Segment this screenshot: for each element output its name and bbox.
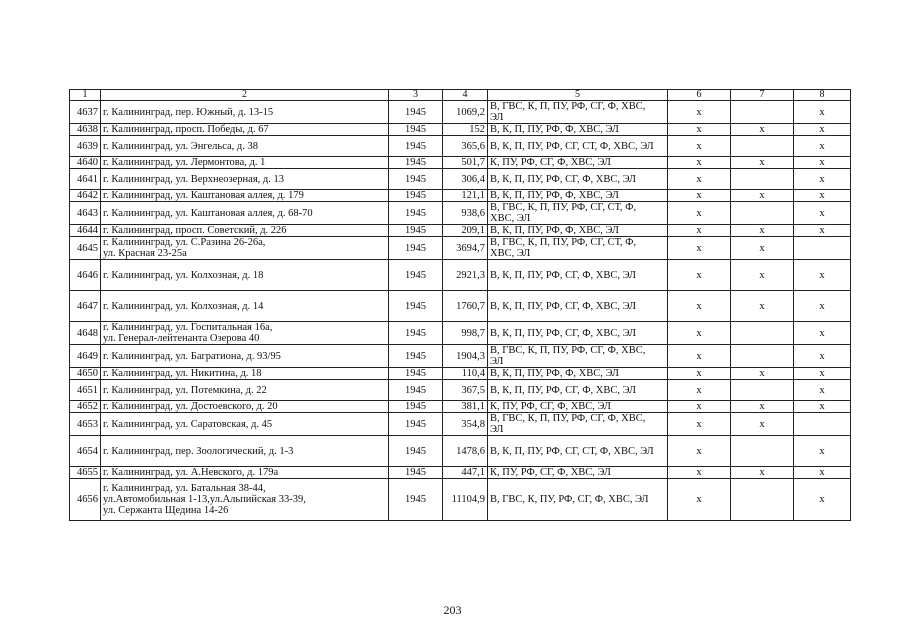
mark-col8: x xyxy=(794,260,851,291)
header-cell: 4 xyxy=(443,90,488,101)
works-cell xyxy=(488,190,668,202)
address-cell-line: ул.Автомобильная 1-13,ул.Альпийская 33-39, xyxy=(103,494,306,505)
works-cell xyxy=(488,345,668,368)
mark-col6: x xyxy=(668,322,731,345)
address-cell xyxy=(101,345,389,368)
year-cell: 1945 xyxy=(389,436,443,467)
header-cell: 8 xyxy=(794,90,851,101)
works-cell-line: В, К, П, ПУ, РФ, СГ, Ф, ХВС, ЭЛ xyxy=(490,300,637,312)
works-cell xyxy=(488,436,668,467)
address-cell-line: г. Калининград, ул. Потемкина, д. 22 xyxy=(103,384,267,396)
address-cell-line: г. Калининград, пер. Зоологический, д. 1-3 xyxy=(103,445,294,457)
year-cell: 1945 xyxy=(389,157,443,169)
table-row xyxy=(70,479,851,521)
table-row xyxy=(70,380,851,401)
header-cell: 3 xyxy=(389,90,443,101)
row-number: 4649 xyxy=(70,345,101,368)
year-cell: 1945 xyxy=(389,101,443,124)
works-cell-line: В, ГВС, К, П, ПУ, РФ, СГ, Ф, ХВС, xyxy=(490,413,646,424)
works-cell-line: В, ГВС, К, П, ПУ, РФ, СГ, СТ, Ф, xyxy=(490,202,637,213)
mark-col8: x xyxy=(794,479,851,521)
row-number: 4654 xyxy=(70,436,101,467)
works-cell-line: К, ПУ, РФ, СГ, Ф, ХВС, ЭЛ xyxy=(490,157,611,168)
mark-col8 xyxy=(794,237,851,260)
address-cell-line: г. Калининград, ул. Батальная 38-44, xyxy=(103,483,266,494)
area-cell: 3694,7 xyxy=(443,237,488,260)
address-cell-line: г. Калининград, ул. Багратиона, д. 93/95 xyxy=(103,350,281,362)
header-cell: 1 xyxy=(70,90,101,101)
year-cell: 1945 xyxy=(389,368,443,380)
works-cell xyxy=(488,101,668,124)
area-cell: 209,1 xyxy=(443,225,488,237)
mark-col7: x xyxy=(731,225,794,237)
address-cell xyxy=(101,368,389,380)
year-cell: 1945 xyxy=(389,322,443,345)
mark-col6: x xyxy=(668,368,731,380)
address-cell-line: г. Калининград, ул. А.Невского, д. 179а xyxy=(103,467,279,478)
mark-col7 xyxy=(731,345,794,368)
table-row xyxy=(70,401,851,413)
mark-col7 xyxy=(731,322,794,345)
works-cell xyxy=(488,413,668,436)
row-number: 4641 xyxy=(70,169,101,190)
mark-col7 xyxy=(731,101,794,124)
address-cell-line: г. Калининград, ул. Никитина, д. 18 xyxy=(103,368,262,379)
address-cell xyxy=(101,467,389,479)
address-cell-line: г. Калининград, ул. Достоевского, д. 20 xyxy=(103,401,278,412)
mark-col6: x xyxy=(668,436,731,467)
mark-col7: x xyxy=(731,413,794,436)
area-cell: 1760,7 xyxy=(443,291,488,322)
register-table xyxy=(69,89,851,521)
address-cell xyxy=(101,225,389,237)
year-cell: 1945 xyxy=(389,202,443,225)
mark-col7: x xyxy=(731,157,794,169)
table-row xyxy=(70,237,851,260)
address-cell-line: г. Калининград, ул. Колхозная, д. 14 xyxy=(103,300,264,312)
mark-col6: x xyxy=(668,124,731,136)
works-cell xyxy=(488,225,668,237)
works-cell-line: В, ГВС, К, ПУ, РФ, СГ, Ф, ХВС, ЭЛ xyxy=(490,494,649,505)
works-cell xyxy=(488,157,668,169)
address-cell xyxy=(101,124,389,136)
mark-col8: x xyxy=(794,101,851,124)
address-cell xyxy=(101,413,389,436)
area-cell: 447,1 xyxy=(443,467,488,479)
table-row xyxy=(70,169,851,190)
address-cell-line: г. Калининград, ул. Колхозная, д. 18 xyxy=(103,269,264,281)
works-cell-line: ЭЛ xyxy=(490,424,504,435)
works-cell xyxy=(488,136,668,157)
address-cell-line: г. Калининград, ул. Госпитальная 16а, xyxy=(103,322,273,333)
table-row xyxy=(70,260,851,291)
mark-col7: x xyxy=(731,237,794,260)
area-cell: 11104,9 xyxy=(443,479,488,521)
mark-col6: x xyxy=(668,225,731,237)
works-cell xyxy=(488,380,668,401)
row-number: 4651 xyxy=(70,380,101,401)
area-cell: 152 xyxy=(443,124,488,136)
works-cell-line: ХВС, ЭЛ xyxy=(490,213,531,224)
header-cell: 7 xyxy=(731,90,794,101)
address-cell xyxy=(101,260,389,291)
year-cell: 1945 xyxy=(389,260,443,291)
header-row xyxy=(70,90,851,101)
address-cell xyxy=(101,401,389,413)
works-cell-line: В, ГВС, К, П, ПУ, РФ, СГ, Ф, ХВС, xyxy=(490,101,646,112)
address-cell-line: г. Калининград, ул. Лермонтова, д. 1 xyxy=(103,157,266,168)
row-number: 4653 xyxy=(70,413,101,436)
area-cell: 1478,6 xyxy=(443,436,488,467)
year-cell: 1945 xyxy=(389,479,443,521)
year-cell: 1945 xyxy=(389,225,443,237)
area-cell: 998,7 xyxy=(443,322,488,345)
works-cell xyxy=(488,479,668,521)
row-number: 4643 xyxy=(70,202,101,225)
address-cell xyxy=(101,169,389,190)
address-cell-line: г. Калининград, просп. Советский, д. 226 xyxy=(103,225,287,236)
table-row xyxy=(70,136,851,157)
row-number: 4644 xyxy=(70,225,101,237)
mark-col8: x xyxy=(794,202,851,225)
mark-col8: x xyxy=(794,291,851,322)
mark-col8: x xyxy=(794,368,851,380)
works-cell-line: ЭЛ xyxy=(490,356,504,367)
area-cell: 501,7 xyxy=(443,157,488,169)
address-cell xyxy=(101,322,389,345)
table-row xyxy=(70,190,851,202)
year-cell: 1945 xyxy=(389,413,443,436)
mark-col6: x xyxy=(668,479,731,521)
table-row xyxy=(70,124,851,136)
works-cell-line: В, К, П, ПУ, РФ, СГ, Ф, ХВС, ЭЛ xyxy=(490,269,637,281)
area-cell: 306,4 xyxy=(443,169,488,190)
page-number: 203 xyxy=(443,603,462,617)
works-cell-line: В, К, П, ПУ, РФ, СГ, Ф, ХВС, ЭЛ xyxy=(490,173,637,185)
mark-col8: x xyxy=(794,322,851,345)
mark-col6: x xyxy=(668,157,731,169)
works-cell-line: В, К, П, ПУ, РФ, Ф, ХВС, ЭЛ xyxy=(490,190,619,201)
address-cell-line: ул. Красная 23-25а xyxy=(103,248,187,259)
mark-col6: x xyxy=(668,345,731,368)
area-cell: 365,6 xyxy=(443,136,488,157)
year-cell: 1945 xyxy=(389,136,443,157)
mark-col8: x xyxy=(794,467,851,479)
works-cell-line: ХВС, ЭЛ xyxy=(490,248,531,259)
mark-col7: x xyxy=(731,190,794,202)
table-row xyxy=(70,291,851,322)
address-cell-line: г. Калининград, пер. Южный, д. 13-15 xyxy=(103,106,274,118)
header-cell: 2 xyxy=(101,90,389,101)
address-cell xyxy=(101,237,389,260)
mark-col7 xyxy=(731,436,794,467)
address-cell-line: г. Калининград, ул. Саратовская, д. 45 xyxy=(103,418,273,430)
works-cell-line: В, К, П, ПУ, РФ, Ф, ХВС, ЭЛ xyxy=(490,225,619,236)
row-number: 4637 xyxy=(70,101,101,124)
table-row xyxy=(70,413,851,436)
table-row xyxy=(70,101,851,124)
works-cell xyxy=(488,467,668,479)
address-cell xyxy=(101,190,389,202)
area-cell: 1904,3 xyxy=(443,345,488,368)
mark-col8 xyxy=(794,413,851,436)
address-cell xyxy=(101,380,389,401)
mark-col7: x xyxy=(731,467,794,479)
mark-col6: x xyxy=(668,237,731,260)
table-row xyxy=(70,467,851,479)
works-cell-line: ЭЛ xyxy=(490,112,504,123)
mark-col6: x xyxy=(668,101,731,124)
area-cell: 121,1 xyxy=(443,190,488,202)
table-row xyxy=(70,368,851,380)
area-cell: 938,6 xyxy=(443,202,488,225)
year-cell: 1945 xyxy=(389,124,443,136)
mark-col6: x xyxy=(668,291,731,322)
area-cell: 381,1 xyxy=(443,401,488,413)
mark-col6: x xyxy=(668,401,731,413)
works-cell xyxy=(488,169,668,190)
works-cell xyxy=(488,368,668,380)
mark-col6: x xyxy=(668,380,731,401)
mark-col8: x xyxy=(794,401,851,413)
mark-col8: x xyxy=(794,157,851,169)
works-cell xyxy=(488,401,668,413)
mark-col7 xyxy=(731,479,794,521)
works-cell-line: В, ГВС, К, П, ПУ, РФ, СГ, СТ, Ф, xyxy=(490,237,637,248)
year-cell: 1945 xyxy=(389,237,443,260)
table-row xyxy=(70,225,851,237)
row-number: 4648 xyxy=(70,322,101,345)
works-cell xyxy=(488,124,668,136)
mark-col6: x xyxy=(668,136,731,157)
row-number: 4642 xyxy=(70,190,101,202)
row-number: 4652 xyxy=(70,401,101,413)
mark-col7: x xyxy=(731,124,794,136)
year-cell: 1945 xyxy=(389,291,443,322)
year-cell: 1945 xyxy=(389,190,443,202)
table-row xyxy=(70,345,851,368)
area-cell: 367,5 xyxy=(443,380,488,401)
mark-col7 xyxy=(731,380,794,401)
address-cell xyxy=(101,157,389,169)
address-cell xyxy=(101,436,389,467)
address-cell xyxy=(101,202,389,225)
works-cell-line: В, К, П, ПУ, РФ, СГ, СТ, Ф, ХВС, ЭЛ xyxy=(490,445,654,457)
works-cell-line: В, К, П, ПУ, РФ, СГ, СТ, Ф, ХВС, ЭЛ xyxy=(490,140,654,152)
row-number: 4639 xyxy=(70,136,101,157)
mark-col7: x xyxy=(731,368,794,380)
table-row xyxy=(70,436,851,467)
mark-col7: x xyxy=(731,260,794,291)
works-cell-line: В, К, П, ПУ, РФ, СГ, Ф, ХВС, ЭЛ xyxy=(490,384,637,396)
address-cell xyxy=(101,101,389,124)
works-cell-line: В, К, П, ПУ, РФ, Ф, ХВС, ЭЛ xyxy=(490,368,619,379)
row-number: 4655 xyxy=(70,467,101,479)
address-cell-line: г. Калининград, ул. Энгельса, д. 38 xyxy=(103,140,258,152)
mark-col8: x xyxy=(794,225,851,237)
header-cell: 6 xyxy=(668,90,731,101)
year-cell: 1945 xyxy=(389,380,443,401)
works-cell-line: К, ПУ, РФ, СГ, Ф, ХВС, ЭЛ xyxy=(490,467,611,478)
mark-col7 xyxy=(731,169,794,190)
mark-col8: x xyxy=(794,136,851,157)
row-number: 4640 xyxy=(70,157,101,169)
address-cell xyxy=(101,479,389,521)
works-cell xyxy=(488,291,668,322)
mark-col6: x xyxy=(668,202,731,225)
row-number: 4647 xyxy=(70,291,101,322)
mark-col6: x xyxy=(668,413,731,436)
area-cell: 2921,3 xyxy=(443,260,488,291)
header-cell: 5 xyxy=(488,90,668,101)
area-cell: 1069,2 xyxy=(443,101,488,124)
mark-col8: x xyxy=(794,124,851,136)
table-row xyxy=(70,322,851,345)
mark-col8: x xyxy=(794,380,851,401)
mark-col6: x xyxy=(668,169,731,190)
address-cell-line: г. Калининград, ул. Верхнеозерная, д. 13 xyxy=(103,173,284,185)
row-number: 4650 xyxy=(70,368,101,380)
year-cell: 1945 xyxy=(389,345,443,368)
row-number: 4656 xyxy=(70,479,101,521)
mark-col6: x xyxy=(668,260,731,291)
address-cell-line: ул. Генерал-лейтенанта Озерова 40 xyxy=(103,333,260,344)
address-cell-line: г. Калининград, ул. Каштановая аллея, д. 179 xyxy=(103,190,304,201)
mark-col8: x xyxy=(794,190,851,202)
works-cell xyxy=(488,322,668,345)
table-row xyxy=(70,157,851,169)
area-cell: 354,8 xyxy=(443,413,488,436)
mark-col6: x xyxy=(668,190,731,202)
works-cell-line: В, К, П, ПУ, РФ, Ф, ХВС, ЭЛ xyxy=(490,124,619,135)
row-number: 4638 xyxy=(70,124,101,136)
works-cell xyxy=(488,260,668,291)
mark-col8: x xyxy=(794,436,851,467)
mark-col6: x xyxy=(668,467,731,479)
row-number: 4645 xyxy=(70,237,101,260)
mark-col8: x xyxy=(794,169,851,190)
mark-col7: x xyxy=(731,291,794,322)
address-cell-line: г. Калининград, просп. Победы, д. 67 xyxy=(103,124,269,135)
mark-col8: x xyxy=(794,345,851,368)
address-cell-line: г. Калининград, ул. Каштановая аллея, д. 68-70 xyxy=(103,207,313,219)
address-cell xyxy=(101,291,389,322)
year-cell: 1945 xyxy=(389,169,443,190)
year-cell: 1945 xyxy=(389,401,443,413)
year-cell: 1945 xyxy=(389,467,443,479)
works-cell-line: В, ГВС, К, П, ПУ, РФ, СГ, Ф, ХВС, xyxy=(490,345,646,356)
area-cell: 110,4 xyxy=(443,368,488,380)
works-cell-line: К, ПУ, РФ, СГ, Ф, ХВС, ЭЛ xyxy=(490,401,611,412)
table-row xyxy=(70,202,851,225)
works-cell xyxy=(488,237,668,260)
address-cell-line: г. Калининград, ул. С.Разина 26-26а, xyxy=(103,237,266,248)
address-cell-line: ул. Сержанта Щедина 14-26 xyxy=(103,505,229,516)
works-cell xyxy=(488,202,668,225)
address-cell xyxy=(101,136,389,157)
mark-col7 xyxy=(731,136,794,157)
row-number: 4646 xyxy=(70,260,101,291)
mark-col7: x xyxy=(731,401,794,413)
mark-col7 xyxy=(731,202,794,225)
works-cell-line: В, К, П, ПУ, РФ, СГ, Ф, ХВС, ЭЛ xyxy=(490,327,637,339)
